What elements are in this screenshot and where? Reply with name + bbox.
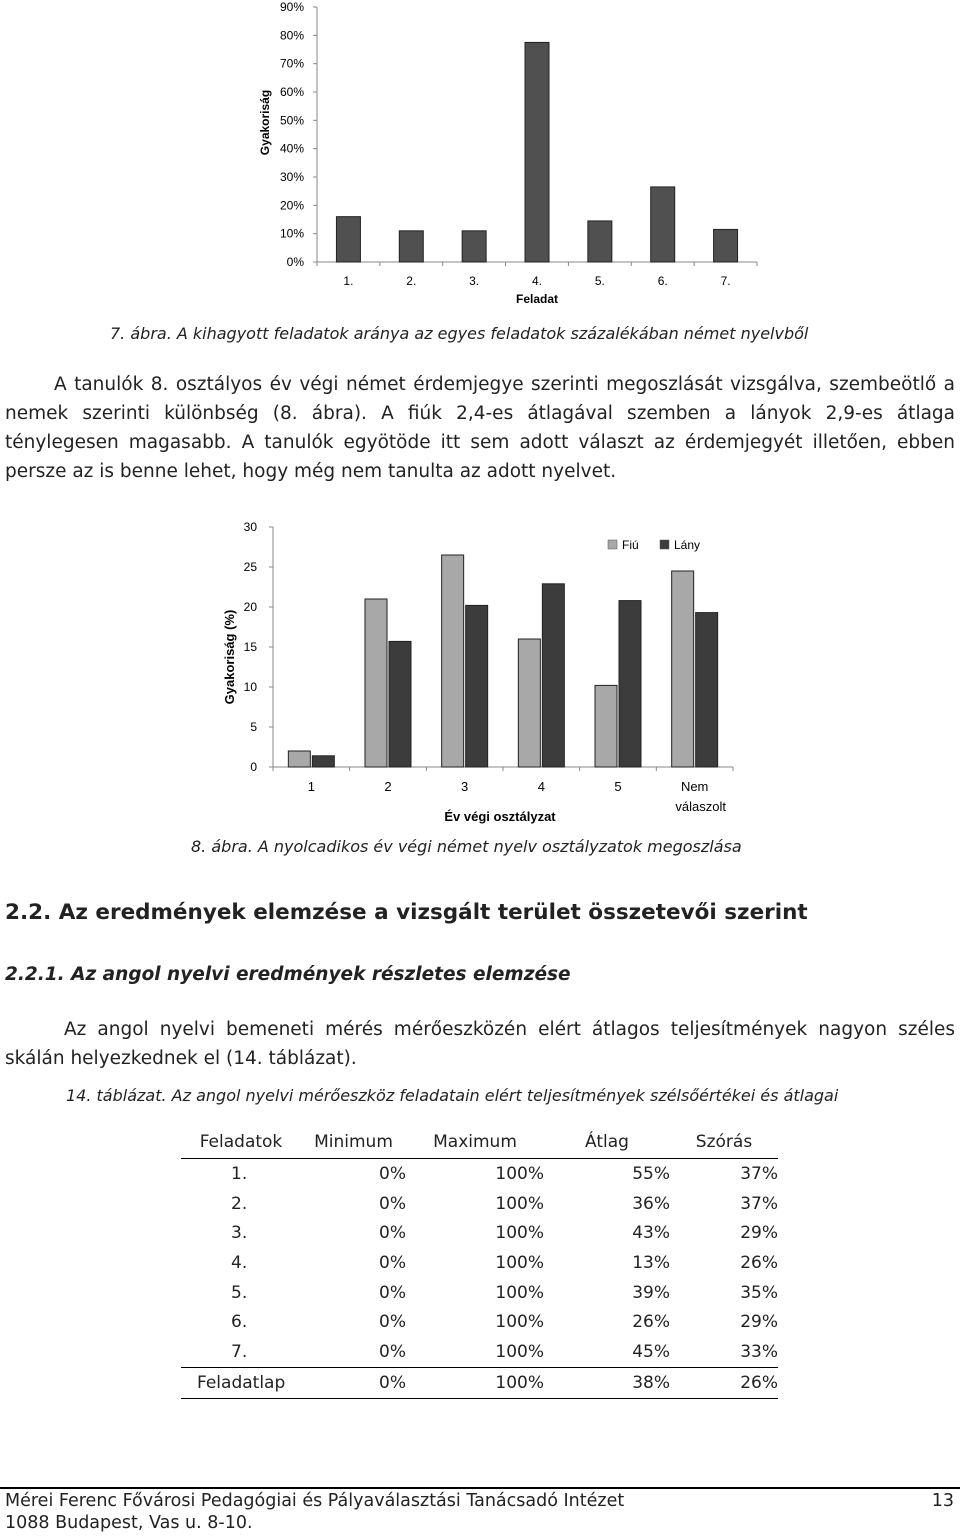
table-cell: 45% [632,1341,670,1362]
y-tick-label: 20% [279,198,304,213]
table-cell: 100% [406,1367,544,1398]
table-cell: 5. [231,1282,248,1303]
table-row [181,1189,778,1219]
table-cell: 4. [231,1252,248,1273]
bar-fiu [672,571,694,767]
legend-swatch-lany [660,540,669,549]
chart-grade-distribution [210,510,750,832]
table-cell: 0% [301,1367,406,1398]
x-axis-title: Feladat [515,292,559,306]
table-cell: 29% [740,1223,778,1244]
y-tick-label: 0% [286,255,304,269]
bar-fiu [518,639,540,767]
bar [588,221,612,262]
table-cell: 0% [379,1282,406,1303]
bar-fiu [365,599,387,767]
y-tick-label: 0 [250,760,257,774]
table-cell: 100% [495,1312,544,1333]
table-cell: 39% [632,1282,670,1303]
legend-label: Fiú [622,538,639,552]
y-tick-label: 25 [243,560,257,574]
table-cell: 0% [379,1163,406,1184]
y-tick-label: 30% [279,170,304,184]
table-14-caption: 14. táblázat. Az angol nyelvi mérőeszköz feladatain elért teljesítmények szélsőértékei és átlagai [66,1086,839,1105]
y-tick-label: 60% [279,85,304,99]
column-header: Maximum [406,1126,544,1159]
y-tick-label: 40% [279,141,304,156]
bar-lany [389,641,411,767]
x-tick-label: 2. [406,274,417,288]
bar-lany [312,756,334,767]
y-tick-label: 90% [279,0,304,14]
bar [525,42,549,262]
table-cell: 26% [632,1312,670,1333]
table-cell: 37% [740,1193,778,1214]
table-cell: 55% [632,1163,670,1184]
bar [336,217,360,262]
chart-task-omission [250,0,770,312]
x-tick-label: 2 [384,779,392,794]
y-axis-title: Gyakoriság [258,89,272,156]
bar [651,187,675,262]
table-cell: 0% [379,1312,406,1333]
x-tick-label: 3 [461,779,469,794]
page-number: 13 [931,1491,954,1511]
figure-7-caption: 7. ábra. A kihagyott feladatok aránya az egyes feladatok százalékában német nyelvből [110,324,809,343]
table-row [181,1278,778,1308]
table-cell: 33% [740,1341,778,1362]
x-tick-label: 1. [343,274,354,288]
paragraph-english-results: Az angol nyelvi bemeneti mérés mérőeszközén elért átlagos teljesítmények nagyon széles skálán helyezkednek el (14. táblázat). [5,1019,955,1069]
y-tick-label: 10% [279,226,304,241]
table-cell: 35% [740,1282,778,1303]
table-row [181,1218,778,1248]
y-tick-label: 80% [279,28,304,43]
table-cell: 26% [670,1367,778,1398]
bar [399,231,423,262]
table-cell: 0% [379,1252,406,1273]
y-tick-label: 15 [243,640,257,654]
legend-swatch-fiu [608,540,617,549]
table-cell: Feladatlap [181,1367,301,1398]
paragraph-grade-distribution: A tanulók 8. osztályos év végi német érdemjegye szerinti megoszlását vizsgálva, szembeötlő a nemek szerinti különbség (8. ábra). A fiúk 2,4-es átlagával szemben a lányok 2,9-es átlaga ténylegesen magasabb. A tanulók egyötöde itt sem adott választ az érdemjegyét illetően, ebben persze az is benne lehet, hogy még nem tanulta az adott nyelvet. [5,374,955,482]
footer-address: 1088 Budapest, Vas u. 8-10. [5,1513,253,1533]
bar-fiu [595,685,617,767]
table-header-row [181,1126,778,1159]
table-cell: 36% [632,1193,670,1214]
column-header: Átlag [544,1126,670,1159]
results-table [181,1126,778,1399]
table-cell: 43% [632,1223,670,1244]
table-cell: 100% [495,1341,544,1362]
y-tick-label: 30 [243,520,257,534]
table-cell: 100% [495,1223,544,1244]
bar-lany [619,601,641,767]
bar-lany [542,584,564,767]
footer-institute: Mérei Ferenc Fővárosi Pedagógiai és Pályaválasztási Tanácsadó Intézet [5,1491,625,1511]
bar-lany [696,613,718,767]
column-header: Szórás [670,1126,778,1159]
y-axis-title: Gyakoriság (%) [222,609,237,705]
table-cell: 37% [740,1163,778,1184]
table-cell: 100% [495,1282,544,1303]
y-tick-label: 5 [250,720,257,734]
table-cell: 3. [231,1223,248,1244]
table-row [181,1159,778,1189]
table-row [181,1307,778,1337]
table-cell: 38% [544,1367,670,1398]
y-tick-label: 50% [279,113,304,128]
table-cell: 13% [632,1252,670,1273]
table-cell: 7. [231,1341,248,1362]
section-heading: 2.2. Az eredmények elemzése a vizsgált terület összetevői szerint [5,900,808,925]
x-axis-title: Év végi osztályzat [444,809,556,824]
x-tick-label: 5. [594,274,605,288]
table-cell: 29% [740,1312,778,1333]
bar [714,229,738,262]
table-cell: 100% [495,1252,544,1273]
table-cell: 0% [379,1193,406,1214]
x-tick-label: 1 [307,779,315,794]
table-cell: 0% [379,1223,406,1244]
y-tick-label: 10 [243,680,257,694]
table-cell: 1. [231,1163,248,1184]
table-row [181,1337,778,1367]
x-tick-label: 4. [531,274,543,288]
table-total-row [181,1367,778,1398]
figure-8-caption: 8. ábra. A nyolcadikos év végi német nyelv osztályzatok megoszlása [191,837,742,856]
table-cell: 100% [495,1163,544,1184]
x-tick-label: 5 [614,779,622,794]
bar-fiu [442,555,464,767]
y-tick-label: 70% [279,56,304,71]
x-tick-label: 4 [537,779,545,794]
column-header: Minimum [301,1126,406,1159]
subsection-heading: 2.2.1. Az angol nyelvi eredmények részletes elemzése [5,964,571,985]
y-tick-label: 20 [243,600,257,614]
table-cell: 26% [740,1252,778,1273]
x-tick-label: 6. [657,274,668,288]
table-cell: 100% [495,1193,544,1214]
legend-label: Lány [674,538,701,552]
bar-fiu [288,751,310,767]
table-cell: 2. [231,1193,248,1214]
bar-lany [466,605,488,767]
table-cell: 6. [231,1312,248,1333]
column-header: Feladatok [181,1126,301,1159]
table-cell: 0% [379,1341,406,1362]
x-tick-label: 3. [469,274,480,288]
bar [462,231,486,262]
table-row [181,1248,778,1278]
x-tick-label: Nem válaszolt [675,779,726,814]
x-tick-label: 7. [720,274,731,288]
